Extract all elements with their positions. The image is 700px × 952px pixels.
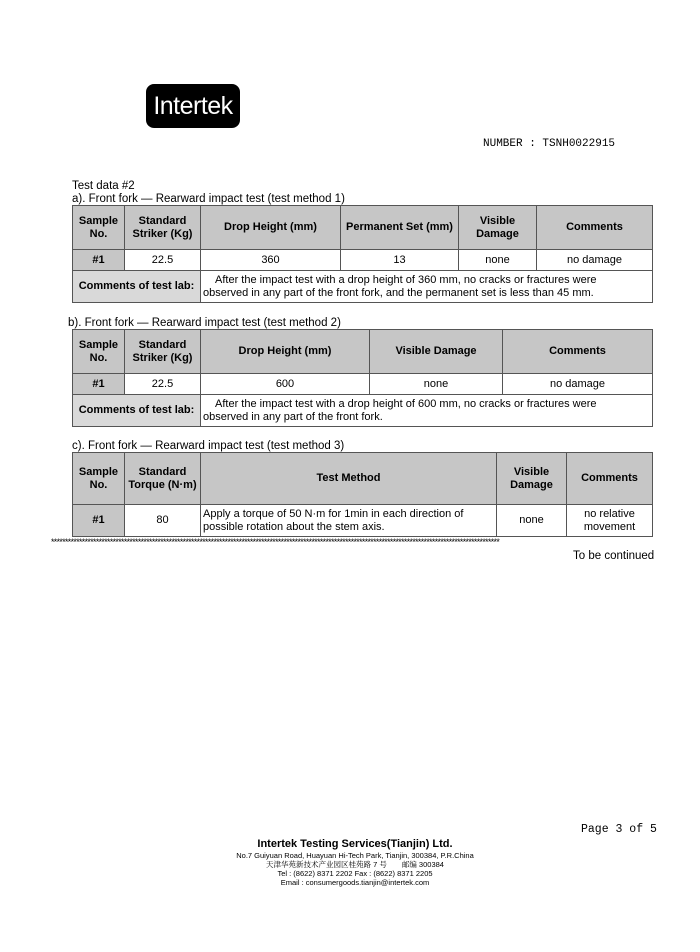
footer-address-en: No.7 Guiyuan Road, Huayuan Hi-Tech Park, Tianjin, 300384, P.R.China: [236, 851, 474, 860]
comments-of-test-lab-text: [201, 395, 653, 427]
footer-email: Email : consumergoods.tianjin@intertek.com: [280, 878, 430, 887]
comment-line-1: After the impact test with a drop height of 360 mm, no cracks or fractures were: [215, 273, 597, 286]
header-comments: Comments: [567, 453, 653, 505]
comments-of-test-lab-label: Comments of test lab:: [73, 395, 201, 427]
comments-of-test-lab-text: [201, 271, 653, 303]
table-row: [73, 505, 653, 537]
cell-visible-damage: none: [370, 374, 503, 395]
to-be-continued: To be continued: [573, 550, 655, 562]
logo-text: Intertek: [153, 91, 233, 120]
table-c: [72, 452, 653, 537]
header-visible-damage: Visible Damage: [459, 206, 537, 250]
cell-sample-no: #1: [73, 250, 125, 271]
header-test-method: Test Method: [201, 453, 497, 505]
header-permanent-set: Permanent Set (mm): [341, 206, 459, 250]
table-row: [73, 374, 653, 395]
cell-visible-damage: none: [497, 505, 567, 537]
cell-standard-torque: 80: [125, 505, 201, 537]
table-b: [72, 329, 653, 427]
cell-drop-height: 600: [201, 374, 370, 395]
header-standard-torque: Standard Torque (N·m): [125, 453, 201, 505]
header-sample-no: Sample No.: [73, 206, 125, 250]
comment-line-2: observed in any part of the front fork, and the permanent set is less than 45 mm.: [203, 286, 594, 299]
section-title: Test data #2: [72, 180, 135, 192]
comment-line-2: observed in any part of the front fork.: [203, 410, 383, 423]
header-sample-no: Sample No.: [73, 330, 125, 374]
table-b-comments-row: [73, 395, 653, 427]
header-comments: Comments: [503, 330, 653, 374]
report-number: NUMBER : TSNH0022915: [483, 138, 616, 150]
table-b-header-row: [73, 330, 653, 374]
header-standard-striker: Standard Striker (Kg): [125, 206, 201, 250]
header-comments: Comments: [537, 206, 653, 250]
header-visible-damage: Visible Damage: [370, 330, 503, 374]
footer-tel-fax: Tel : (8622) 8371 2202 Fax : (8622) 8371 2205: [277, 869, 433, 878]
footer: [200, 838, 510, 887]
footer-company: Intertek Testing Services(Tianjin) Ltd.: [257, 838, 453, 850]
cell-visible-damage: none: [459, 250, 537, 271]
cell-comments: no relative movement: [567, 505, 653, 537]
cell-test-method: Apply a torque of 50 N·m for 1min in each direction of possible rotation about the stem axis.: [201, 505, 497, 537]
page-number: Page 3 of 5: [581, 823, 657, 836]
table-a-comments-row: [73, 271, 653, 303]
cell-sample-no: #1: [73, 374, 125, 395]
cell-permanent-set: 13: [341, 250, 459, 271]
comment-line-1: After the impact test with a drop height of 600 mm, no cracks or fractures were: [215, 397, 597, 410]
table-b-caption: b). Front fork — Rearward impact test (test method 2): [68, 317, 341, 329]
cell-standard-striker: 22.5: [125, 374, 201, 395]
separator-line: ****************************************************************************************************************************************************************: [50, 538, 499, 548]
header-drop-height: Drop Height (mm): [201, 206, 341, 250]
table-a: [72, 205, 653, 303]
table-c-caption: c). Front fork — Rearward impact test (test method 3): [72, 440, 345, 452]
table-c-header-row: [73, 453, 653, 505]
table-a-caption: a). Front fork — Rearward impact test (test method 1): [72, 193, 345, 205]
header-sample-no: Sample No.: [73, 453, 125, 505]
cell-standard-striker: 22.5: [125, 250, 201, 271]
header-standard-striker: Standard Striker (Kg): [125, 330, 201, 374]
table-row: [73, 250, 653, 271]
comments-of-test-lab-label: Comments of test lab:: [73, 271, 201, 303]
header-visible-damage: Visible Damage: [497, 453, 567, 505]
cell-sample-no: #1: [73, 505, 125, 537]
header-drop-height: Drop Height (mm): [201, 330, 370, 374]
footer-address-cn: 天津华苑新技术产业园区桂苑路 7 号 邮编 300384: [266, 860, 444, 869]
table-a-header-row: [73, 206, 653, 250]
cell-comments: no damage: [537, 250, 653, 271]
intertek-logo: [146, 84, 240, 128]
cell-drop-height: 360: [201, 250, 341, 271]
cell-comments: no damage: [503, 374, 653, 395]
